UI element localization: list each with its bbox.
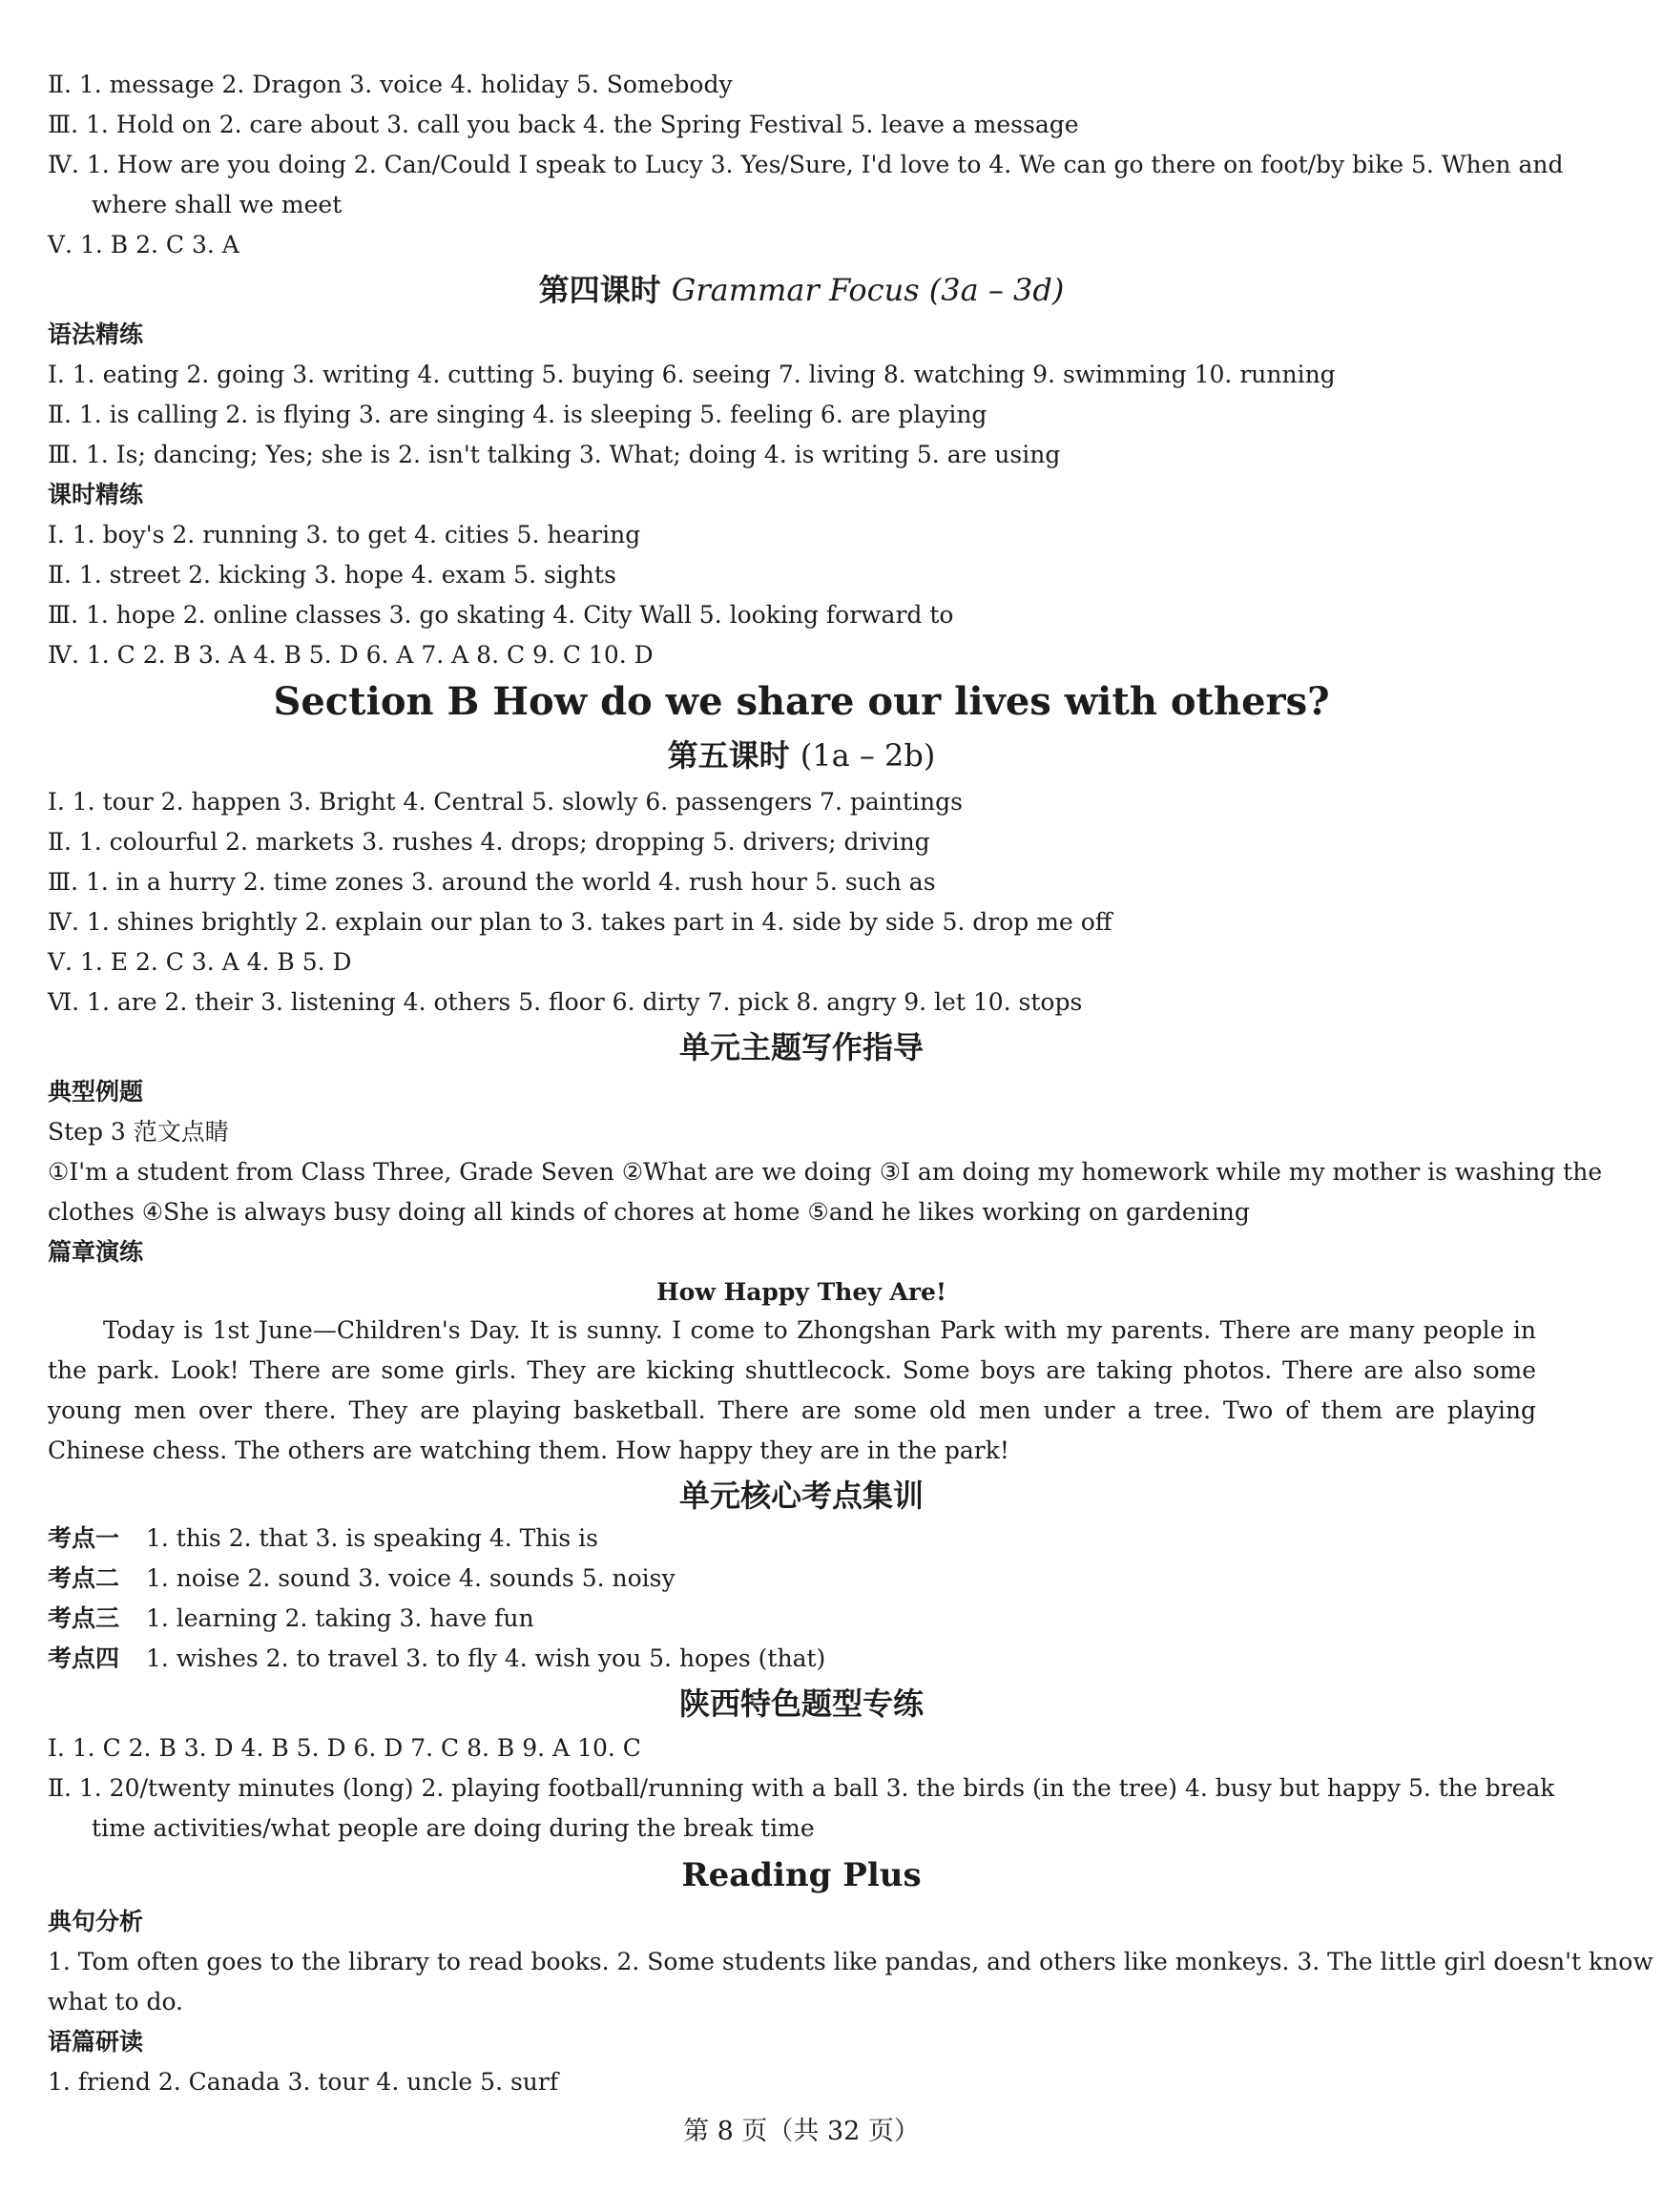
step-label: Step 3 范文点睛	[48, 1118, 229, 1146]
answer-line: Ⅱ. 1. is calling 2. is flying 3. are singing 4. is sleeping 5. feeling 6. are playing	[48, 401, 987, 428]
lesson5-title-en: (1a – 2b)	[800, 737, 936, 774]
reading-plus-heading: Reading Plus	[681, 1856, 922, 1894]
lesson5-heading	[0, 736, 1603, 775]
answer-line: Ⅰ. 1. eating 2. going 3. writing 4. cutting 5. buying 6. seeing 7. living 8. watching 9. swimming 10. running	[48, 361, 1336, 388]
answer-line: Ⅱ. 1. message 2. Dragon 3. voice 4. holiday 5. Somebody	[48, 71, 733, 98]
answer-line: Ⅴ. 1. B 2. C 3. A	[48, 231, 239, 258]
answer-line: what to do.	[48, 1988, 184, 2016]
lesson4-heading	[0, 271, 1603, 309]
answer-line: Ⅳ. 1. C 2. B 3. A 4. B 5. D 6. A 7. A 8. C 9. C 10. D	[48, 641, 654, 669]
answer-line: Ⅰ. 1. boy's 2. running 3. to get 4. cities 5. hearing	[48, 521, 641, 548]
section-b-title: Section B How do we share our lives with others?	[273, 679, 1330, 724]
essay-title: How Happy They Are!	[656, 1278, 946, 1306]
answer-line: Ⅰ. 1. C 2. B 3. D 4. B 5. D 6. D 7. C 8. B 9. A 10. C	[48, 1734, 641, 1762]
core-points-heading: 单元核心考点集训	[678, 1478, 924, 1514]
example-label: 典型例题	[48, 1078, 144, 1106]
core-point-answers: 1. wishes 2. to travel 3. to fly 4. wish you 5. hopes (that)	[145, 1644, 826, 1672]
grammar-practice-label: 语法精练	[48, 320, 144, 348]
answer-line: Ⅱ. 1. 20/twenty minutes (long) 2. playing football/running with a ball 3. the birds (in the tree) 4. busy but happy 5. the break	[48, 1774, 1555, 1802]
answer-line: Ⅳ. 1. How are you doing 2. Can/Could I speak to Lucy 3. Yes/Sure, I'd love to 4. We can go there on foot/by bike 5. When and	[48, 151, 1564, 178]
answer-line: Ⅲ. 1. Is; dancing; Yes; she is 2. isn't talking 3. What; doing 4. is writing 5. are using	[48, 441, 1061, 468]
core-point-label: 考点四	[48, 1644, 120, 1672]
core-point-row	[48, 1643, 1536, 1675]
answer-line: time activities/what people are doing during the break time	[92, 1814, 815, 1842]
answer-line: Ⅱ. 1. street 2. kicking 3. hope 4. exam 5. sights	[48, 561, 616, 589]
answer-line: Ⅵ. 1. are 2. their 3. listening 4. others 5. floor 6. dirty 7. pick 8. angry 9. let 10. stops	[48, 988, 1083, 1016]
core-point-row	[48, 1602, 1536, 1635]
core-point-label: 考点二	[48, 1564, 120, 1592]
answer-line: ①I'm a student from Class Three, Grade Seven ②What are we doing ③I am doing my homework while my mother is washing the	[48, 1158, 1603, 1186]
passage-reading-label: 语篇研读	[48, 2028, 144, 2056]
writing-guide-heading: 单元主题写作指导	[678, 1029, 924, 1065]
lesson4-title-en: Grammar Focus (3a – 3d)	[671, 272, 1065, 308]
answer-line: Ⅰ. 1. tour 2. happen 3. Bright 4. Central 5. slowly 6. passengers 7. paintings	[48, 788, 963, 816]
shaanxi-heading: 陕西特色题型专练	[678, 1685, 924, 1722]
answer-line: 1. friend 2. Canada 3. tour 4. uncle 5. surf	[48, 2068, 559, 2096]
sentence-analysis-label: 典句分析	[48, 1908, 144, 1935]
practice-label: 篇章演练	[48, 1238, 144, 1266]
core-point-answers: 1. this 2. that 3. is speaking 4. This is	[145, 1524, 599, 1552]
core-point-label: 考点一	[48, 1524, 120, 1552]
core-point-row	[48, 1522, 1536, 1555]
lesson5-title-cn: 第五课时	[667, 737, 790, 774]
answer-line: Ⅲ. 1. in a hurry 2. time zones 3. around the world 4. rush hour 5. such as	[48, 868, 936, 896]
answer-line: Ⅱ. 1. colourful 2. markets 3. rushes 4. drops; dropping 5. drivers; driving	[48, 828, 930, 856]
answer-line: where shall we meet	[92, 191, 343, 218]
answer-line: Ⅲ. 1. hope 2. online classes 3. go skating 4. City Wall 5. looking forward to	[48, 601, 954, 629]
answer-line: clothes ④She is always busy doing all kinds of chores at home ⑤and he likes working on gardening	[48, 1198, 1250, 1226]
class-practice-label: 课时精练	[48, 481, 144, 508]
core-point-answers: 1. noise 2. sound 3. voice 4. sounds 5. noisy	[145, 1564, 676, 1592]
core-point-row	[48, 1562, 1536, 1595]
answer-line: 1. Tom often goes to the library to read books. 2. Some students like pandas, and others like monkeys. 3. The little girl doesn't know	[48, 1948, 1653, 1975]
answer-line: Ⅴ. 1. E 2. C 3. A 4. B 5. D	[48, 948, 352, 976]
core-point-answers: 1. learning 2. taking 3. have fun	[145, 1604, 534, 1632]
core-point-label: 考点三	[48, 1604, 120, 1632]
page-number: 第 8 页（共 32 页）	[683, 2117, 920, 2146]
answer-line: Ⅳ. 1. shines brightly 2. explain our plan to 3. takes part in 4. side by side 5. drop me off	[48, 908, 1112, 936]
essay-body: Today is 1st June—Children's Day. It is sunny. I come to Zhongshan Park with my parents. There are many people in the park. Look! There are some girls. They are kicking shuttlecock. Some boys are taking photos. There are also some young men over there. They are playing basketball. There are some old men under a tree. Two of them are playing Chinese chess. The others are watching them. How happy they are in the park!	[48, 1316, 1536, 1464]
answer-line: Ⅲ. 1. Hold on 2. care about 3. call you back 4. the Spring Festival 5. leave a message	[48, 111, 1079, 138]
lesson4-title-cn: 第四课时	[538, 272, 661, 308]
